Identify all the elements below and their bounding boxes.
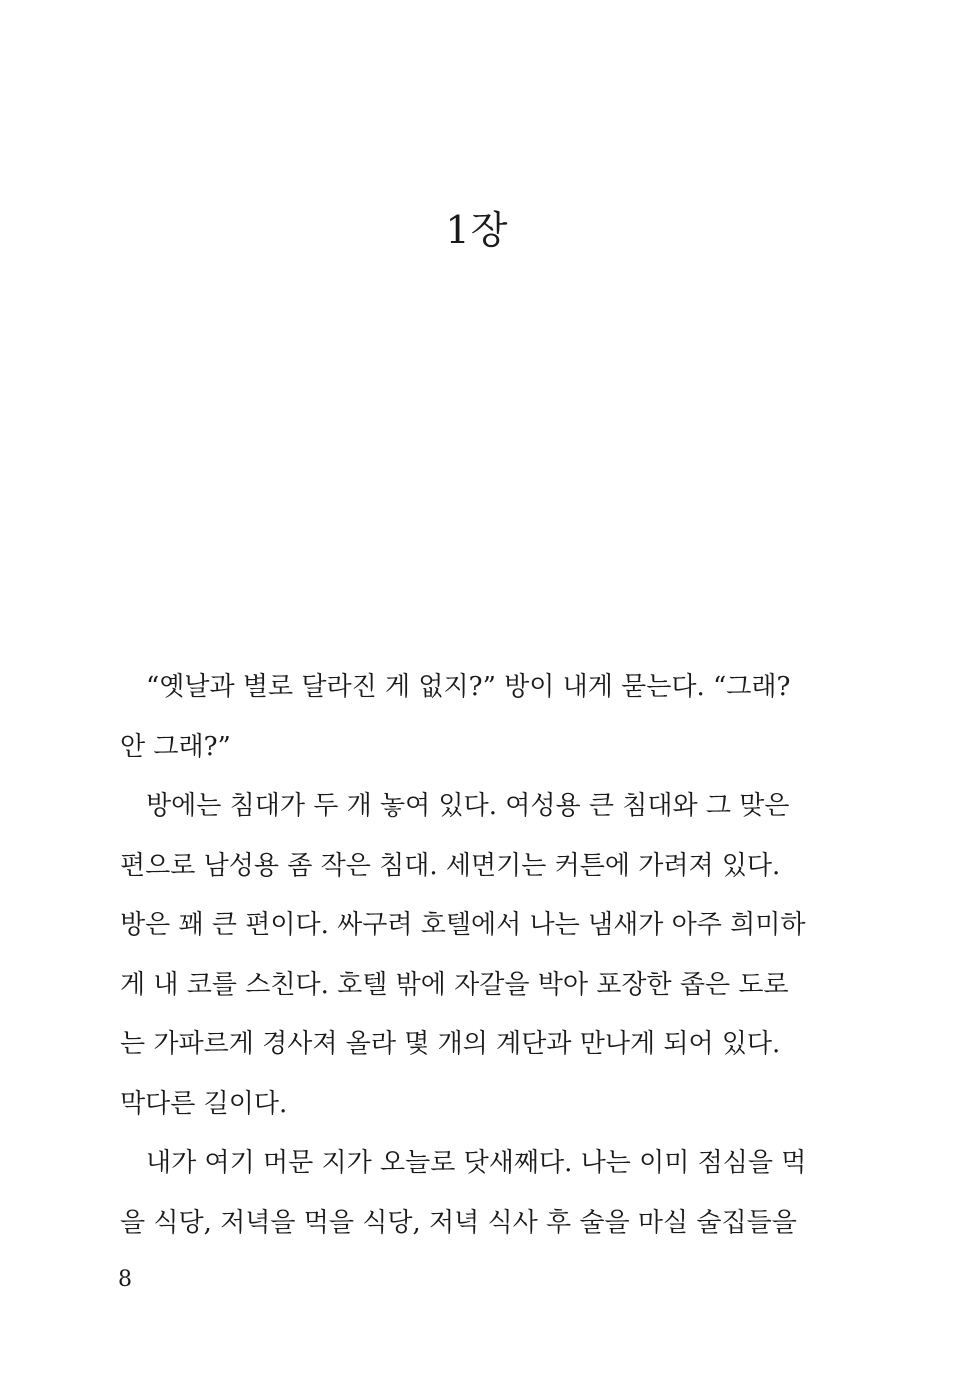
chapter-title: 1장 (445, 208, 509, 253)
page-number: 8 (118, 1267, 132, 1292)
body-text (120, 658, 807, 1253)
body-line: 방에는 침대가 두 개 놓여 있다. 여성용 큰 침대와 그 맞은 (146, 791, 790, 821)
body-line: 안 그래?” (120, 731, 231, 762)
body-line: 게 내 코를 스친다. 호텔 밖에 자갈을 박아 포장한 좁은 도로 (120, 969, 789, 1000)
body-line: “옛날과 별로 달라진 게 없지?” 방이 내게 묻는다. “그래? (146, 672, 791, 702)
body-line: 편으로 남성용 좀 작은 침대. 세면기는 커튼에 가려져 있다. (120, 850, 781, 881)
body-line: 을 식당, 저녁을 먹을 식당, 저녁 식사 후 술을 마실 술집들을 (120, 1207, 797, 1238)
body-line: 막다른 길이다. (120, 1088, 288, 1119)
body-line: 내가 여기 머문 지가 오늘로 닷새째다. 나는 이미 점심을 먹 (146, 1148, 807, 1178)
body-line: 는 가파르게 경사져 올라 몇 개의 계단과 만나게 되어 있다. (120, 1029, 781, 1059)
body-line: 방은 꽤 큰 편이다. 싸구려 호텔에서 나는 냄새가 아주 희미하 (120, 910, 806, 940)
